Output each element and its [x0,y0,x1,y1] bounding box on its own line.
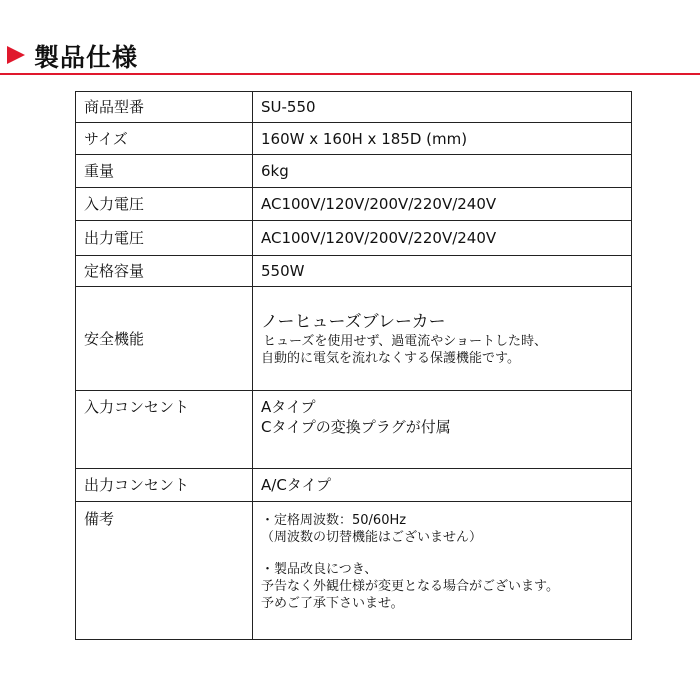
table-row [76,221,632,256]
input-outlet-line: Cタイプの変換プラグが付属 [261,418,451,436]
table-row [76,92,632,123]
spec-label: 安全機能 [76,287,253,391]
spec-value-input-outlet [253,391,632,469]
table-row [76,469,632,502]
spec-label: 出力コンセント [76,469,253,502]
table-row [76,256,632,287]
spec-value-notes [253,502,632,640]
right-triangle-icon [7,46,25,64]
spec-value: AC100V/120V/200V/220V/240V [253,221,632,256]
header-divider [0,73,700,75]
note-line: 予告なく外観仕様が変更となる場合がございます。 [261,579,559,594]
spec-label: 出力電圧 [76,221,253,256]
spec-value: A/Cタイプ [253,469,632,502]
table-row [76,287,632,391]
page-title: 製品仕様 [34,43,139,72]
spec-label: 商品型番 [76,92,253,123]
spec-label: サイズ [76,123,253,155]
input-outlet-line: Aタイプ [261,398,316,416]
spec-value: AC100V/120V/200V/220V/240V [253,188,632,221]
note-line: 予めご了承下さいませ。 [261,596,404,611]
safety-desc: ヒューズを使用せず、過電流やショートした時、 [263,333,548,349]
spec-value-safety [253,287,632,391]
spec-label: 重量 [76,155,253,188]
note-line: ・製品改良につき、 [261,562,378,577]
safety-desc: 自動的に電気を流れなくする保護機能です。 [261,350,520,366]
table-row [76,155,632,188]
note-line: （周波数の切替機能はございません） [261,530,483,545]
table-row [76,123,632,155]
safety-title: ノーヒューズブレーカー [261,311,446,332]
spec-label: 入力電圧 [76,188,253,221]
table-row [76,391,632,469]
table-row [76,502,632,640]
section-header [0,36,700,76]
spec-value: SU-550 [253,92,632,123]
spec-label: 入力コンセント [76,391,253,469]
table-row [76,188,632,221]
spec-value: 160W x 160H x 185D (mm) [253,123,632,155]
spec-label: 定格容量 [76,256,253,287]
spec-table [75,91,632,640]
spec-value: 6kg [253,155,632,188]
spec-label: 備考 [76,502,253,640]
spec-value: 550W [253,256,632,287]
note-line: ・定格周波数：50/60Hz [261,513,407,528]
